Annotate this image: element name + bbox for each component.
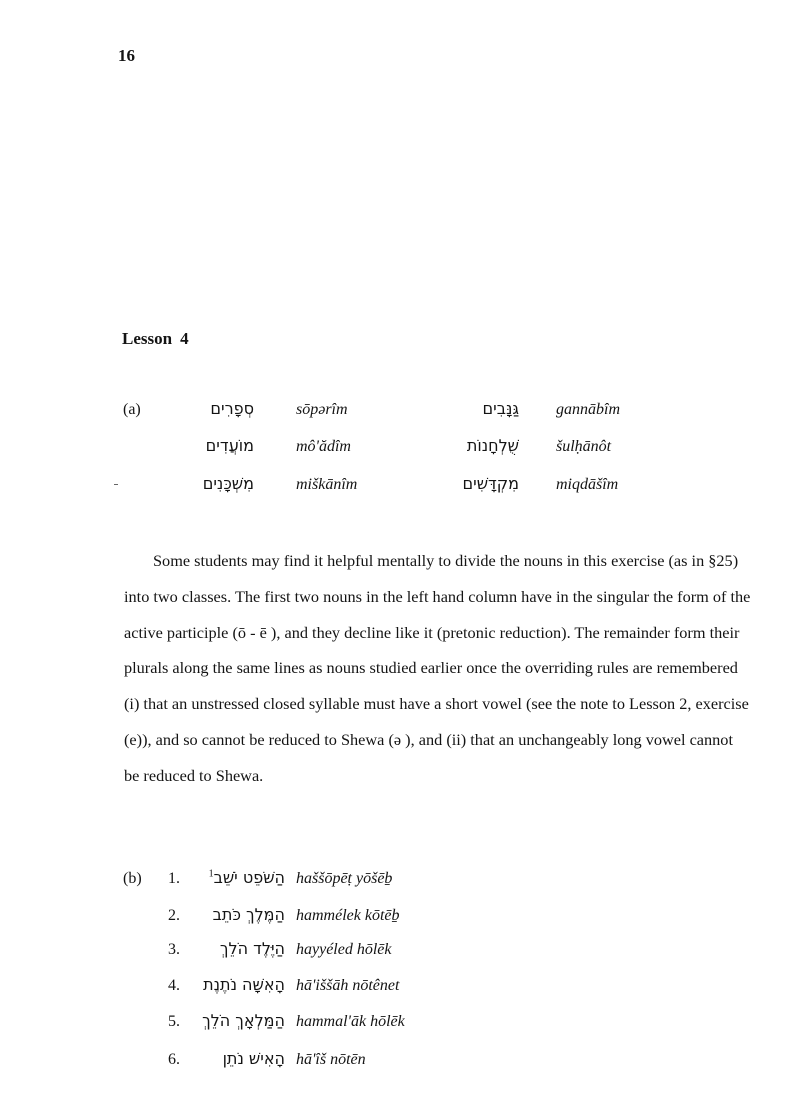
hebrew-sentence xyxy=(209,868,285,887)
margin-mark xyxy=(114,484,118,485)
hebrew-text: הַשֹּׁפֵט יֹשֵׁב xyxy=(213,868,285,887)
item-number: 4. xyxy=(168,977,180,994)
exercise-a-label: (a) xyxy=(123,401,141,418)
footnote-marker: 1 xyxy=(208,868,214,880)
transliteration: mô'ădîm xyxy=(296,438,351,455)
hebrew-sentence: הַיֶּלֶד הֹלֵךְ xyxy=(219,939,285,958)
lesson-title xyxy=(122,329,189,349)
hebrew-word: מוֹעֲדִים xyxy=(205,436,254,455)
transliteration: sōpərîm xyxy=(296,401,348,418)
hebrew-sentence: הַמֶּלֶךְ כֹּתֵב xyxy=(212,905,285,924)
paragraph-text: Some students may find it helpful mentally to divide the nouns in this exercise (as in §25) into two classes. The first two nouns in the left hand column have in the singular the form of the active participle (ō - ē ), and they decline like it (pretonic reduction). The remainder form their plurals along the same lines as nouns studied earlier once the overriding rules are remembered (i) that an unstressed closed syllable must have a short vowel (see the note to Lesson 2, exercise (e)), and so cannot be reduced to Shewa (ə ), and (ii) that an unchangeably long vowel cannot be reduced to Shewa. xyxy=(124,551,751,785)
transliteration: šulḥānôt xyxy=(556,438,612,455)
item-number: 2. xyxy=(168,907,180,924)
hebrew-sentence: הָאִישׁ נֹתֵן xyxy=(222,1049,285,1068)
transliteration: hammélek kōtēḇ xyxy=(296,907,400,924)
item-number: 3. xyxy=(168,941,180,958)
item-number: 1. xyxy=(168,870,180,887)
explanation-paragraph xyxy=(124,543,752,794)
transliteration: gannābîm xyxy=(556,401,620,418)
transliteration: miškānîm xyxy=(296,476,358,493)
transliteration: hammal'āk hōlēk xyxy=(296,1013,405,1030)
hebrew-word: שֻׁלְחָנוֹת xyxy=(466,436,519,455)
transliteration: haššōpēṭ yōšēḇ xyxy=(296,870,393,887)
transliteration: hā'îš nōtēn xyxy=(296,1051,366,1068)
transliteration: hayyéled hōlēk xyxy=(296,941,392,958)
transliteration: hā'iššāh nōtênet xyxy=(296,977,400,994)
hebrew-word: מִקְדָּשִׁים xyxy=(462,474,519,493)
hebrew-word: סְפָרִים xyxy=(210,399,254,418)
lesson-label: Lesson xyxy=(122,329,173,348)
page-number: 16 xyxy=(118,46,135,65)
item-number: 5. xyxy=(168,1013,180,1030)
hebrew-word: גַּנָּבִים xyxy=(482,399,519,418)
lesson-number: 4 xyxy=(180,329,189,348)
exercise-b-label: (b) xyxy=(123,870,142,887)
hebrew-sentence: הַמַּלְאָךְ הֹלֵךְ xyxy=(202,1011,285,1030)
item-number: 6. xyxy=(168,1051,180,1068)
transliteration: miqdāšîm xyxy=(556,476,619,493)
hebrew-sentence: הָאִשָּׁה נֹתֶנֶת xyxy=(203,975,285,994)
hebrew-word: מִשְׁכָּנִים xyxy=(202,474,254,493)
